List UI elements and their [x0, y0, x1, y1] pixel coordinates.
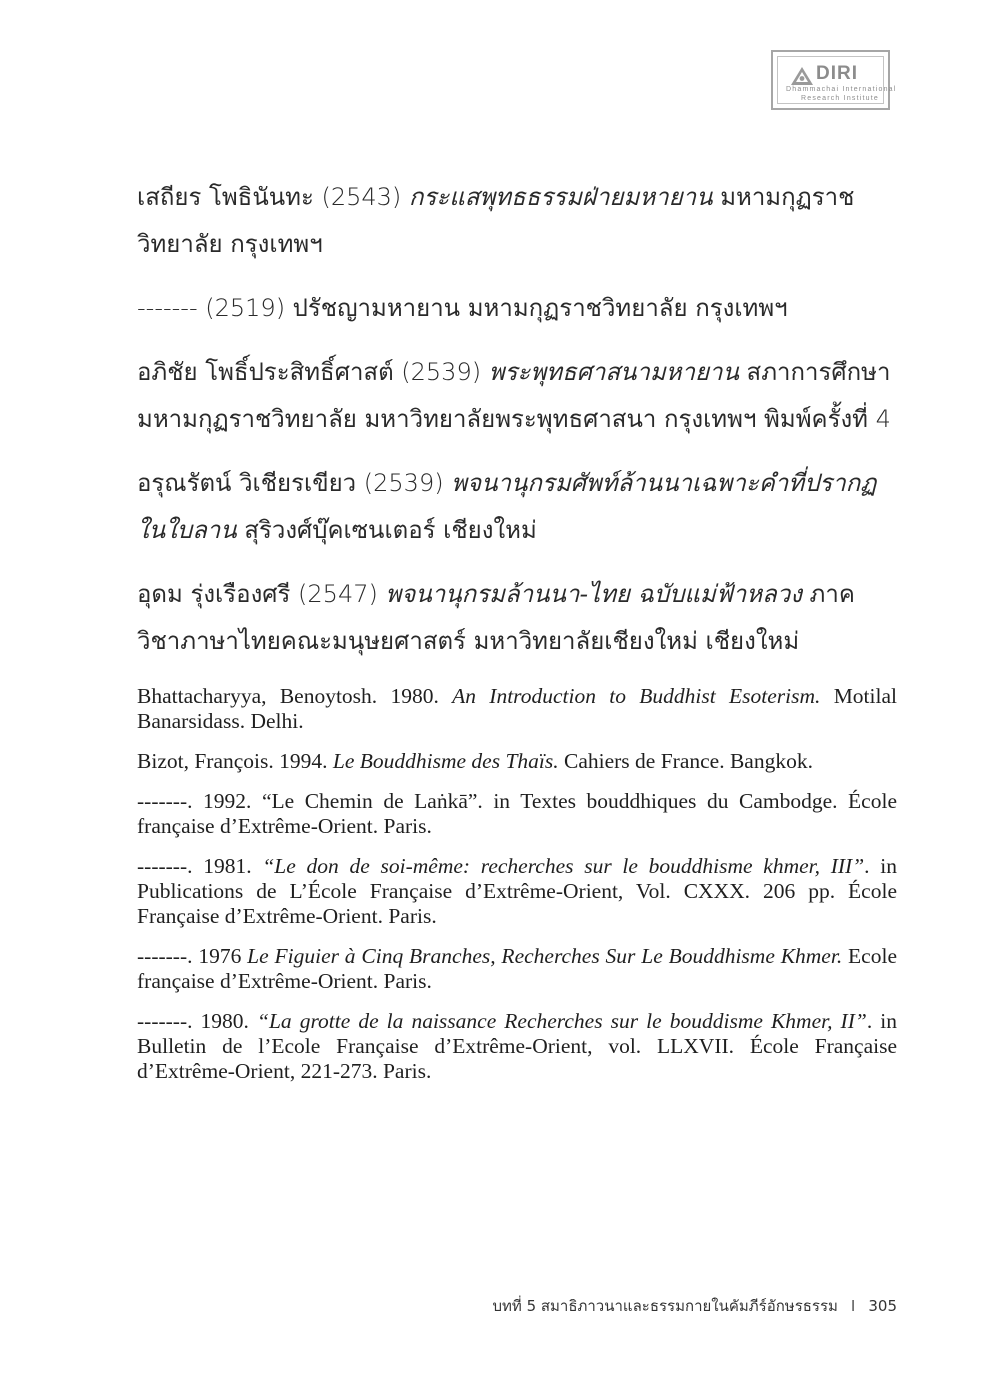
reference-entry: [137, 749, 897, 774]
diri-logo: [771, 50, 897, 110]
reference-text: สุริวงศ์บุ๊คเซนเตอร์ เชียงใหม่: [236, 516, 537, 544]
reference-text: Cahiers de France. Bangkok.: [558, 749, 813, 773]
reference-entry: [137, 285, 897, 332]
reference-text: -------. 1981.: [137, 854, 263, 878]
footer-separator: I: [850, 1297, 856, 1315]
reference-text: -------. 1976: [137, 944, 248, 968]
reference-entry: [137, 349, 897, 443]
reference-text: . in Bulletin de l’Ecole Française d’Extrême-Orient, vol. LLXVII. École Française d’Extrême-Orient, 221-273. Paris.: [137, 1009, 897, 1083]
reference-text: เสถียร โพธินันทะ (2543): [137, 183, 409, 211]
reference-text: Bizot, François. 1994.: [137, 749, 333, 773]
logo-name: DIRI: [816, 63, 858, 84]
reference-text: สภาการศึกษามหามกุฏราชวิทยาลัย มหาวิทยาลัยพระพุทธศาสนา กรุงเทพฯ พิมพ์ครั้งที่ 4: [137, 358, 891, 433]
reference-entry: [137, 571, 897, 665]
reference-entry: [137, 684, 897, 734]
logo-frame: [777, 56, 897, 104]
reference-entry: [137, 460, 897, 554]
chapter-title: บทที่ 5 สมาธิภาวนาและธรรมกายในคัมภีร์อักษรธรรม: [492, 1297, 838, 1315]
reference-title: An Introduction to Buddhist Esoterism.: [452, 684, 821, 708]
logo-subtitle-line2: Research Institute: [800, 95, 879, 102]
reference-text: ภาควิชาภาษาไทยคณะมนุษยศาสตร์ มหาวิทยาลัยเชียงใหม่ เชียงใหม่: [137, 580, 855, 655]
reference-title: พระพุทธศาสนามหายาน: [488, 358, 739, 386]
reference-title: “La grotte de la naissance Recherches sur le bouddisme Khmer, II”: [256, 1009, 867, 1033]
reference-title: Le Figuier à Cinq Branches, Recherches Sur Le Bouddhisme Khmer.: [247, 944, 843, 968]
reference-title: “Le don de soi-même: recherches sur le bouddhisme khmer, III”: [262, 854, 865, 878]
reference-title: กระแสพุทธธรรมฝ่ายมหายาน: [408, 183, 713, 211]
reference-title: พจนานุกรมล้านนา-ไทย ฉบับแม่ฟ้าหลวง: [385, 580, 802, 608]
reference-title: Le Bouddhisme des Thaïs.: [332, 749, 559, 773]
reference-entry: [137, 944, 897, 994]
logo-subtitle-line1: Dhammachai International: [786, 86, 897, 93]
reference-entry: [137, 854, 897, 929]
reference-title: พจนานุกรมศัพท์ล้านนาเฉพาะคำที่ปรากฏในใบลาน: [137, 469, 877, 544]
reference-text: -------. 1992. “Le Chemin de Laṅkā”. in Textes bouddhiques du Cambodge. École française d’Extrême-Orient. Paris.: [137, 789, 897, 838]
reference-text: มหามกุฏราชวิทยาลัย กรุงเทพฯ: [137, 183, 855, 258]
reference-text: Bhattacharyya, Benoytosh. 1980.: [137, 684, 453, 708]
reference-text: อภิชัย โพธิ์ประสิทธิ์ศาสต์ (2539): [137, 358, 489, 386]
reference-text: -------. 1980.: [137, 1009, 257, 1033]
reference-text: ------- (2519) ปรัชญามหายาน มหามกุฏราชวิทยาลัย กรุงเทพฯ: [137, 294, 788, 322]
reference-list: [137, 174, 897, 1099]
pyramid-logo-icon: [790, 66, 814, 86]
reference-entry: [137, 1009, 897, 1084]
reference-text: Ecole française d’Extrême-Orient. Paris.: [137, 944, 897, 993]
page-footer: [0, 1294, 897, 1318]
page-number: 305: [868, 1297, 897, 1315]
reference-entry: [137, 174, 897, 268]
reference-entry: [137, 789, 897, 839]
reference-text: Motilal Banarsidass. Delhi.: [137, 684, 897, 733]
reference-text: . in Publications de L’École Française d’Extrême-Orient, Vol. CXXX. 206 pp. École Française d’Extrême-Orient. Paris.: [137, 854, 897, 928]
reference-text: อรุณรัตน์ วิเชียรเขียว (2539): [137, 469, 452, 497]
reference-text: อุดม รุ่งเรืองศรี (2547): [137, 580, 386, 608]
